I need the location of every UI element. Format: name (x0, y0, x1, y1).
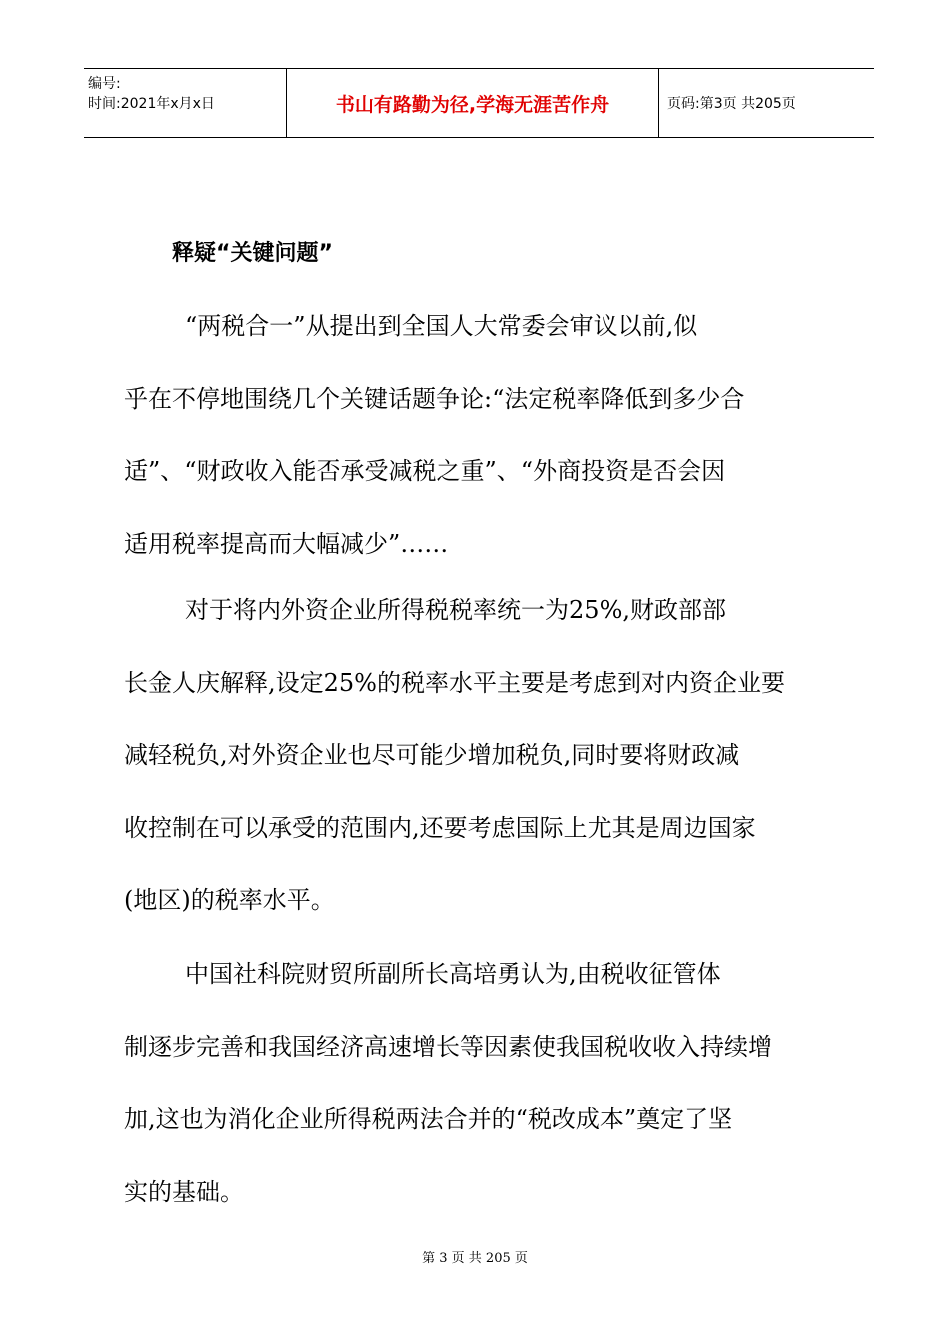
paragraph-line: 长金人庆解释,设定25%的税率水平主要是考虑到对内资企业要 (124, 668, 785, 697)
header-motto: 书山有路勤为径,学海无涯苦作舟 (287, 69, 659, 137)
paragraph-line: 减轻税负,对外资企业也尽可能少增加税负,同时要将财政减 (124, 741, 740, 769)
paragraph-line: “两税合一”从提出到全国人大常委会审议以前,似 (124, 312, 698, 340)
section-title: 释疑“关键问题” (172, 241, 333, 266)
paragraph-3 (124, 938, 840, 1228)
page-footer: 第 3 页 共 205 页 (422, 1251, 528, 1266)
paragraph-line: 乎在不停地围绕几个关键话题争论:“法定税率降低到多少合 (124, 384, 745, 413)
paragraph-2 (124, 574, 840, 937)
page-header (84, 68, 874, 138)
paragraph-line: 制逐步完善和我国经济高速增长等因素使我国税收收入持续增 (124, 1032, 772, 1061)
header-meta (84, 69, 287, 137)
paragraph-1 (124, 290, 840, 580)
paragraph-line: 适用税率提高而大幅减少”…… (124, 529, 449, 558)
paragraph-line: 中国社科院财贸所副所长高培勇认为,由税收征管体 (124, 960, 721, 988)
paragraph-line: 加,这也为消化企业所得税两法合并的“税改成本”奠定了坚 (124, 1105, 733, 1133)
paragraph-line: 收控制在可以承受的范围内,还要考虑国际上尤其是周边国家 (124, 813, 756, 842)
paragraph-line: 适”、“财政收入能否承受减税之重”、“外商投资是否会因 (124, 457, 726, 485)
paragraph-line: (地区)的税率水平。 (124, 886, 335, 914)
paragraph-line: 对于将内外资企业所得税税率统一为25%,财政部部 (124, 596, 727, 624)
document-time-label: 时间:2021年x月x日 (88, 96, 215, 112)
header-page-info: 页码:第3页 共205页 (667, 96, 796, 112)
paragraph-line: 实的基础。 (124, 1177, 244, 1206)
document-number-label: 编号: (88, 76, 121, 92)
